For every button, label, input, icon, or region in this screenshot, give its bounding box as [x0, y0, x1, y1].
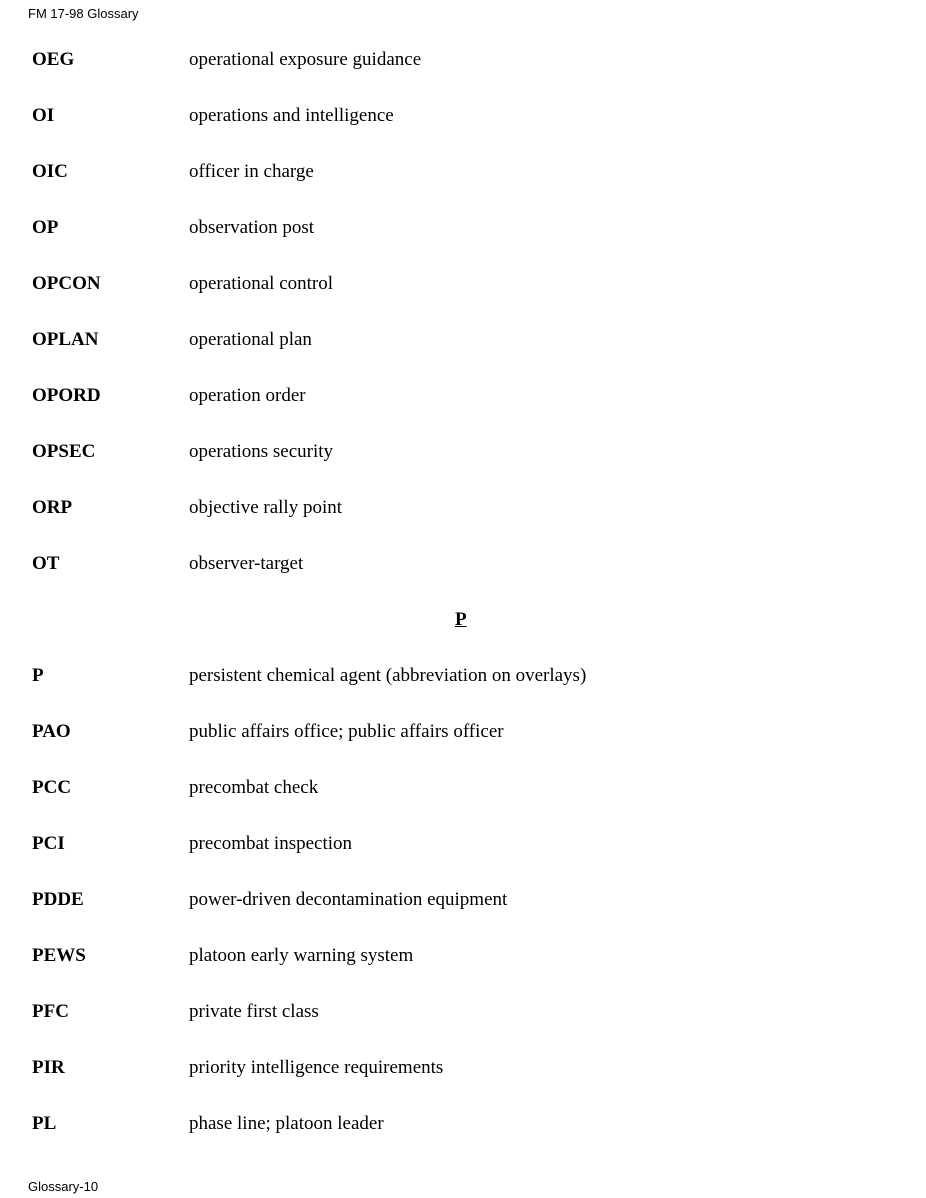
entry-abbreviation: PAO — [32, 721, 71, 742]
entry-abbreviation: OPORD — [32, 385, 101, 406]
glossary-entry — [0, 385, 926, 441]
entry-definition: operational control — [189, 273, 334, 294]
entry-definition: operations and intelligence — [189, 105, 394, 126]
entry-abbreviation: OI — [32, 105, 55, 126]
glossary-entry — [0, 1001, 926, 1057]
glossary-entry — [0, 553, 926, 609]
glossary-entry — [0, 1113, 926, 1169]
entry-definition: platoon early warning system — [189, 945, 414, 966]
section-heading-p — [0, 609, 926, 665]
entry-definition: precombat check — [189, 777, 319, 798]
entry-definition: objective rally point — [189, 497, 343, 518]
glossary-entry — [0, 441, 926, 497]
entry-definition: operational exposure guidance — [189, 49, 422, 70]
glossary-entry — [0, 217, 926, 273]
glossary-entry — [0, 833, 926, 889]
glossary-entry — [0, 777, 926, 833]
entry-definition: operational plan — [189, 329, 312, 350]
glossary-entry — [0, 497, 926, 553]
page-number: Glossary-10 — [28, 1179, 99, 1194]
entry-abbreviation: ORP — [32, 497, 73, 518]
entry-definition: power-driven decontamination equipment — [189, 889, 508, 910]
entry-abbreviation: OP — [32, 217, 59, 238]
entry-abbreviation: PCC — [32, 777, 72, 798]
glossary-entry — [0, 49, 926, 105]
entry-definition: operations security — [189, 441, 334, 462]
entry-definition: priority intelligence requirements — [189, 1057, 444, 1078]
entry-abbreviation: OPLAN — [32, 329, 99, 350]
entry-abbreviation: OPCON — [32, 273, 101, 294]
entry-definition: public affairs office; public affairs officer — [189, 721, 504, 742]
glossary-entries — [0, 49, 926, 1169]
glossary-group-o — [0, 49, 926, 609]
running-head: FM 17-98 Glossary — [28, 6, 139, 21]
glossary-entry — [0, 721, 926, 777]
glossary-entry — [0, 945, 926, 1001]
glossary-entry — [0, 273, 926, 329]
entry-definition: private first class — [189, 1001, 319, 1022]
entry-definition: operation order — [189, 385, 306, 406]
entry-abbreviation: OPSEC — [32, 441, 96, 462]
entry-abbreviation: OT — [32, 553, 60, 574]
glossary-entry — [0, 105, 926, 161]
glossary-entry — [0, 889, 926, 945]
section-heading-letter: P — [455, 609, 467, 630]
entry-definition: persistent chemical agent (abbreviation on overlays) — [189, 665, 587, 686]
entry-abbreviation: PDDE — [32, 889, 84, 910]
glossary-entry — [0, 1057, 926, 1113]
glossary-entry — [0, 665, 926, 721]
entry-abbreviation: P — [32, 665, 44, 686]
entry-definition: observer-target — [189, 553, 304, 574]
entry-definition: observation post — [189, 217, 315, 238]
entry-abbreviation: PFC — [32, 1001, 69, 1022]
entry-abbreviation: PCI — [32, 833, 65, 854]
entry-abbreviation: PL — [32, 1113, 57, 1134]
entry-abbreviation: OEG — [32, 49, 75, 70]
glossary-entry — [0, 161, 926, 217]
entry-abbreviation: OIC — [32, 161, 68, 182]
glossary-group-p — [0, 665, 926, 1169]
glossary-entry — [0, 329, 926, 385]
entry-definition: precombat inspection — [189, 833, 353, 854]
entry-abbreviation: PIR — [32, 1057, 65, 1078]
entry-definition: officer in charge — [189, 161, 314, 182]
entry-definition: phase line; platoon leader — [189, 1113, 384, 1134]
entry-abbreviation: PEWS — [32, 945, 86, 966]
